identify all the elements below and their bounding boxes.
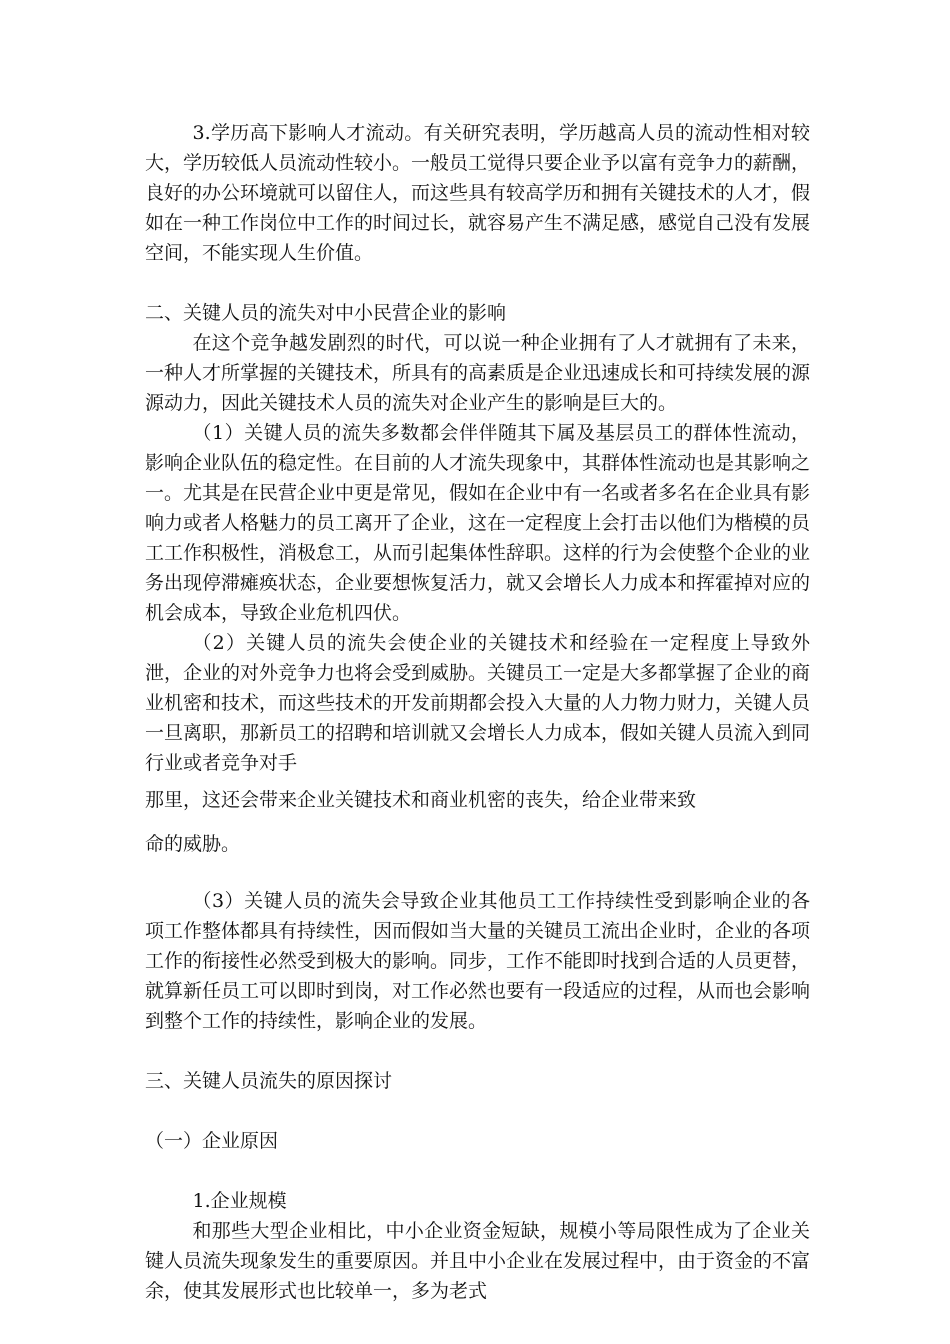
paragraph-education-mobility: 3.学历高下影响人才流动。有关研究表明，学历越高人员的流动性相对较大，学历较低人员流动性较小。一般员工觉得只要企业予以富有竞争力的薪酬，良好的办公环境就可以留住人，而这些具有较高学历和拥有关键技术的人才，假如在一种工作岗位中工作的时间过长，就容易产生不满足感，感觉自己没有发展空间，不能实现人生价值。 <box>145 122 811 264</box>
paragraph-tech-leak <box>145 628 810 866</box>
paragraph-tech-leak-main: （2）关键人员的流失会使企业的关键技术和经验在一定程度上导致外泄，企业的对外竞争力也将会受到威胁。关键员工一定是大多都掌握了企业的商业机密和技术，而这些技术的开发前期都会投入大量的人力物力财力，关键人员一旦离职，那新员工的招聘和培训就又会增长人力成本，假如关键人员流入到同行业或者竞争对手 <box>145 632 811 774</box>
subsection-heading-scale: 1.企业规模 <box>192 1190 287 1212</box>
paragraph-tech-leak-end: 命的威胁。 <box>145 833 241 855</box>
section-heading-3: 三、关键人员流失的原因探讨 <box>145 1070 393 1092</box>
document-page <box>145 118 810 1306</box>
paragraph-company-scale: 和那些大型企业相比，中小企业资金短缺，规模小等局限性成为了企业关键人员流失现象发生的重要原因。并且中小企业在发展过程中，由于资金的不富余，使其发展形式也比较单一，多为老式 <box>145 1220 811 1302</box>
paragraph-talent-future: 在这个竞争越发剧烈的时代，可以说一种企业拥有了人才就拥有了未来，一种人才所掌握的关键技术，所具有的高素质是企业迅速成长和可持续发展的源源动力，因此关键技术人员的流失对企业产生的影响是巨大的。 <box>145 332 811 414</box>
section-heading-2: 二、关键人员的流失对中小民营企业的影响 <box>145 302 507 324</box>
paragraph-work-continuity: （3）关键人员的流失会导致企业其他员工工作持续性受到影响企业的各项工作整体都具有持续性，因而假如当大量的关键员工流出企业时，企业的各项工作的衔接性必然受到极大的影响。同步，工作不能即时找到合适的人员更替，就算新任员工可以即时到岗，对工作必然也要有一段适应的过程，从而也会影响到整个工作的持续性，影响企业的发展。 <box>145 890 811 1032</box>
paragraph-group-mobility: （1）关键人员的流失多数都会伴伴随其下属及基层员工的群体性流动，影响企业队伍的稳定性。在目前的人才流失现象中，其群体性流动也是其影响之一。尤其是在民营企业中更是常见，假如在企业中有一名或者多名在企业具有影响力或者人格魅力的员工离开了企业，这在一定程度上会打击以他们为楷模的员工工作积极性，消极怠工，从而引起集体性辞职。这样的行为会使整个企业的业务出现停滞瘫痪状态，企业要想恢复活力，就又会增长人力成本和挥霍掉对应的机会成本，导致企业危机四伏。 <box>145 422 811 624</box>
subsection-heading-company: （一）企业原因 <box>145 1130 279 1152</box>
paragraph-tech-leak-line: 那里，这还会带来企业关键技术和商业机密的丧失，给企业带来致 <box>145 789 697 811</box>
